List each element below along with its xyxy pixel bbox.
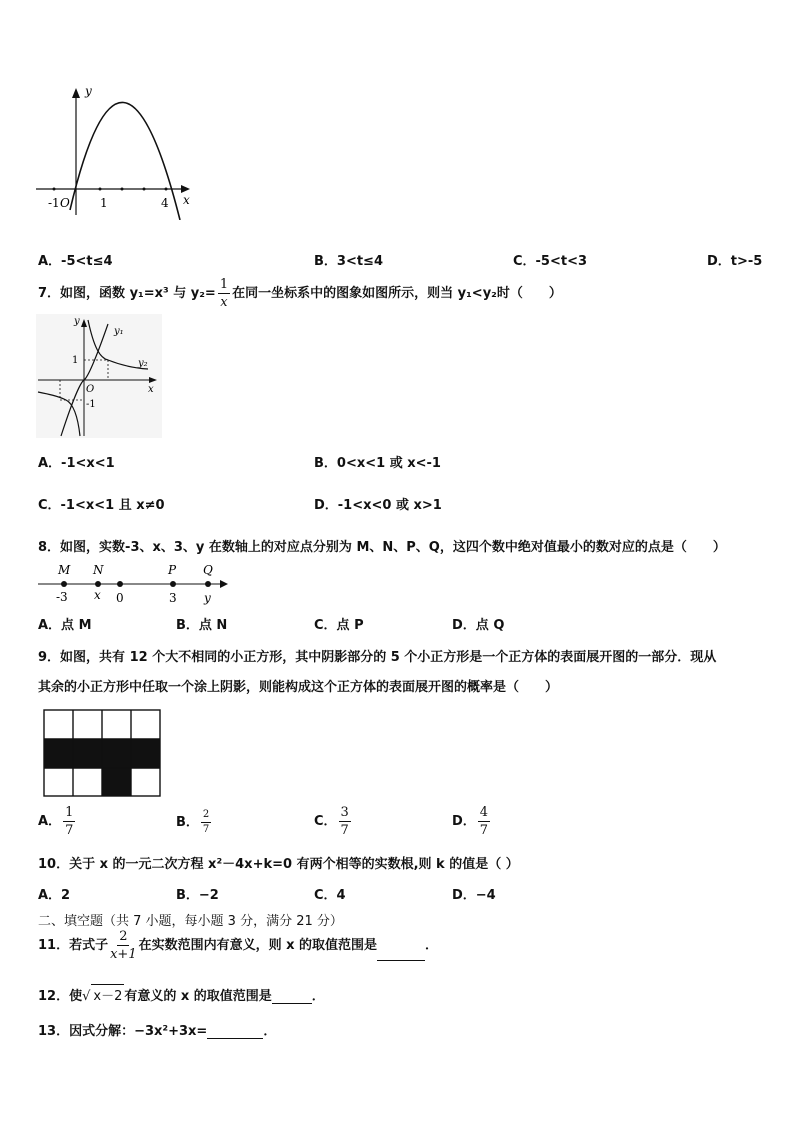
- q9-option-b-fraction: [201, 810, 211, 835]
- q9-option-b-label: B．: [176, 815, 199, 830]
- q6-parabola-graph: [30, 80, 200, 220]
- q7-option-c[interactable]: C．-1<x<1 且 x≠0: [38, 498, 165, 513]
- q7-y1-label: y₁: [114, 326, 124, 337]
- q7-stem-b: 在同一坐标系中的图象如图所示，则当 y₁<y₂时（ ）: [232, 286, 562, 301]
- q7-frac-den: x: [220, 295, 228, 310]
- q9-option-a-fraction: [63, 806, 75, 837]
- q11-frac-den: x+1: [110, 947, 137, 962]
- q7-option-a[interactable]: A．-1<x<1: [38, 456, 115, 471]
- q9-option-d-den: 7: [479, 823, 489, 838]
- q8-label-p: P: [168, 563, 177, 577]
- q9-option-d-num: 4: [479, 805, 489, 820]
- q7-graph: [36, 314, 162, 438]
- q7-frac-num: 1: [219, 277, 229, 292]
- q7-origin-label: O: [86, 384, 95, 395]
- q7-stem: [38, 278, 562, 309]
- q12-stem-a: 12．使: [38, 989, 83, 1004]
- q9-option-a-label: A．: [38, 814, 62, 829]
- q9-option-c-num: 3: [340, 805, 349, 820]
- q6-option-b[interactable]: B．3<t≤4: [314, 254, 383, 269]
- q7-x-label: x: [148, 384, 154, 395]
- q11-stem-b: 在实数范围内有意义，则 x 的取值范围是: [138, 938, 378, 953]
- q8-label-q: Q: [203, 563, 213, 577]
- section-fill-blank-title: 二、填空题（共 7 小题，每小题 3 分，满分 21 分）: [38, 914, 343, 929]
- q6-origin-label: O: [60, 196, 70, 210]
- q8-value-p: 3: [169, 591, 177, 605]
- q9-option-b-den: 7: [202, 824, 210, 835]
- q11-answer-blank[interactable]: [377, 946, 425, 961]
- q6-neg1-label: -1: [48, 196, 60, 210]
- q8-label-m: M: [58, 563, 71, 577]
- q6-one-label: 1: [100, 196, 108, 210]
- q13-stem-a: 13．因式分解：−3x²+3x=: [38, 1024, 208, 1039]
- q12-stem-b: 有意义的 x 的取值范围是: [124, 989, 272, 1004]
- q9-option-c-den: 7: [340, 823, 349, 838]
- q8-stem: 8．如图，实数-3、x、3、y 在数轴上的对应点分别为 M、N、P、Q，这四个数中绝对值最小的数对应的点是（ ）: [38, 540, 726, 555]
- q7-stem-a: 7．如图，函数 y₁=x³ 与 y₂=: [38, 286, 216, 301]
- q9-option-d-fraction: [478, 806, 490, 837]
- q10-option-c[interactable]: C．4: [314, 888, 346, 903]
- q11-stem: [38, 930, 438, 961]
- q11-end: ．: [425, 938, 439, 953]
- q6-option-c[interactable]: C．-5<t<3: [513, 254, 588, 269]
- q11-stem-a: 11．若式子: [38, 938, 109, 953]
- q7-option-b[interactable]: B．0<x<1 或 x<-1: [314, 456, 441, 471]
- q7-y-label: y: [74, 316, 80, 327]
- q12-end: ．: [311, 989, 325, 1004]
- q8-value-zero: 0: [116, 591, 124, 605]
- q8-option-d[interactable]: D．点 Q: [452, 618, 505, 633]
- q10-option-b[interactable]: B．−2: [176, 888, 219, 903]
- q9-option-a[interactable]: [38, 806, 77, 837]
- q11-fraction: [110, 930, 137, 961]
- q8-value-m: -3: [56, 590, 68, 604]
- q13-end: ．: [263, 1024, 277, 1039]
- q8-option-a[interactable]: A．点 M: [38, 618, 92, 633]
- radical-icon: √: [82, 989, 91, 1004]
- q10-option-d[interactable]: D．−4: [452, 888, 496, 903]
- q6-option-a[interactable]: A．-5<t≤4: [38, 254, 113, 269]
- q9-option-b[interactable]: [176, 810, 213, 835]
- q6-option-d[interactable]: D．t>-5: [707, 254, 763, 269]
- q10-option-a[interactable]: A．2: [38, 888, 71, 903]
- q9-option-d[interactable]: [452, 806, 492, 837]
- q7-fraction: [218, 278, 230, 309]
- q12-radicand: x－2: [91, 984, 124, 1004]
- q7-neg1-label: -1: [86, 399, 96, 410]
- q9-stem-line1: 9．如图，共有 12 个大不相同的小正方形，其中阴影部分的 5 个小正方形是一个正方体的表面展开图的一部分．现从: [38, 650, 717, 665]
- q6-x-label: x: [183, 193, 190, 207]
- q11-frac-num: 2: [119, 929, 128, 944]
- q7-y2-label: y₂: [138, 358, 148, 369]
- q7-option-d[interactable]: D．-1<x<0 或 x>1: [314, 498, 442, 513]
- q13-answer-blank[interactable]: [207, 1024, 263, 1039]
- q8-value-q: y: [204, 591, 211, 605]
- q9-option-a-den: 7: [65, 823, 74, 838]
- q10-stem: 10．关于 x 的一元二次方程 x²－4x+k=0 有两个相等的实数根,则 k 的值是（ ）: [38, 857, 519, 872]
- q9-option-b-num: 2: [201, 810, 211, 823]
- q8-label-n: N: [93, 563, 104, 577]
- q6-four-label: 4: [161, 196, 169, 210]
- q9-option-c[interactable]: [314, 806, 353, 837]
- q12-stem: [38, 984, 325, 1004]
- q9-square-grid: [43, 709, 161, 797]
- q8-value-n: x: [94, 588, 101, 602]
- q8-option-c[interactable]: C．点 P: [314, 618, 364, 633]
- q8-number-line: [36, 560, 232, 606]
- q8-option-b[interactable]: B．点 N: [176, 618, 228, 633]
- q7-one-label: 1: [72, 355, 79, 366]
- q13-stem: [38, 1020, 276, 1039]
- q9-stem-line2: 其余的小正方形中任取一个涂上阴影，则能构成这个正方体的表面展开图的概率是（ ）: [38, 680, 559, 695]
- q9-option-c-label: C．: [314, 814, 337, 829]
- q9-option-d-label: D．: [452, 814, 476, 829]
- q6-y-label: y: [85, 84, 92, 98]
- q12-answer-blank[interactable]: [272, 989, 312, 1004]
- q9-option-a-num: 1: [65, 805, 74, 820]
- q9-option-c-fraction: [339, 806, 351, 837]
